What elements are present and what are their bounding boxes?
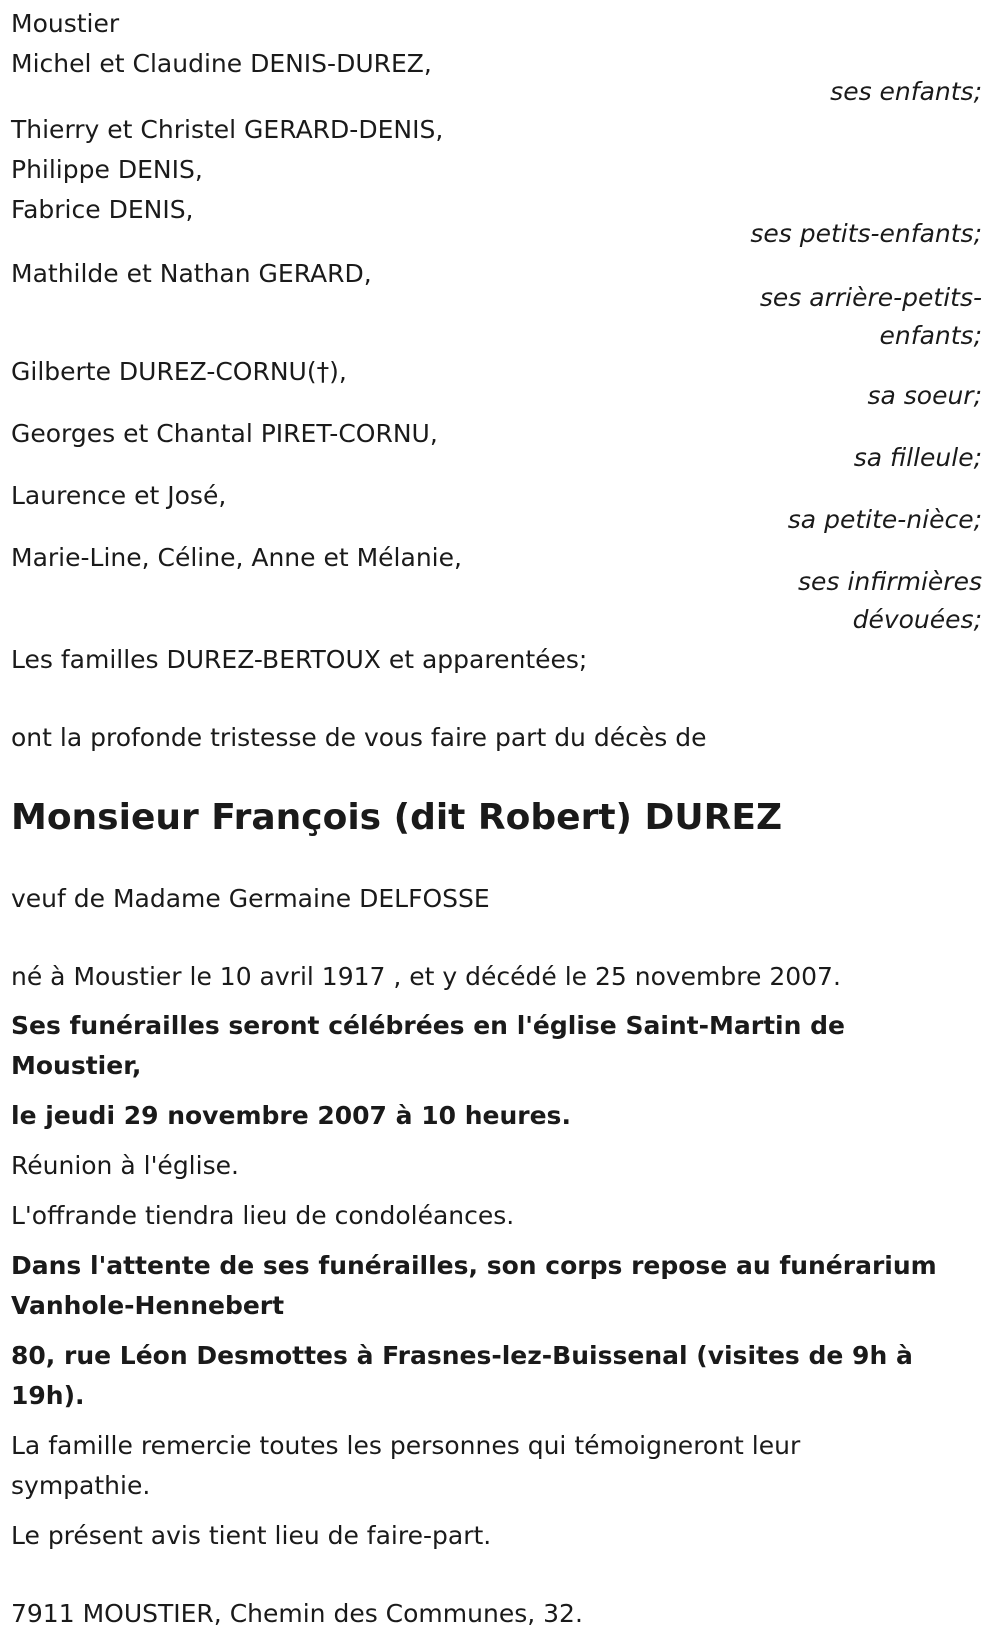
great-grandchild-name: Mathilde et Nathan GERARD, (11, 259, 372, 288)
grandchild-name: Thierry et Christel GERARD-DENIS, (11, 115, 444, 144)
funerarium-address: 80, rue Léon Desmottes à Frasnes-lez-Buissenal (visites de 9h à 19h). (11, 1341, 913, 1410)
deceased-name: Monsieur François (dit Robert) DUREZ (11, 797, 783, 838)
grandniece-role: sa petite-nièce; (787, 505, 982, 534)
families-line: Les familles DUREZ-BERTOUX et apparentées; (11, 645, 588, 674)
repose-line: Dans l'attente de ses funérailles, son corps repose au funérarium (11, 1251, 937, 1280)
grandniece-name: Laurence et José, (11, 481, 227, 510)
great-grandchildren-role-line: enfants; (879, 321, 982, 350)
children-role: ses enfants; (830, 77, 982, 106)
grandchild-name: Fabrice DENIS, (11, 195, 194, 224)
widower-of: veuf de Madame Germaine DELFOSSE (11, 884, 490, 913)
funeral-date-line: le jeudi 29 novembre 2007 à 10 heures. (11, 1101, 571, 1130)
grandchild-name: Philippe DENIS, (11, 155, 203, 184)
funerarium-name: Vanhole-Hennebert (11, 1291, 285, 1320)
sister-name: Gilberte DUREZ-CORNU(†), (11, 357, 347, 386)
goddaughter-role: sa filleule; (853, 443, 982, 472)
sister-role: sa soeur; (867, 381, 982, 410)
goddaughter-name: Georges et Chantal PIRET-CORNU, (11, 419, 438, 448)
great-grandchildren-role-line: ses arrière-petits- (759, 283, 982, 312)
grandchildren-role: ses petits-enfants; (750, 219, 982, 248)
birth-death-line: né à Moustier le 10 avril 1917 , et y décédé le 25 novembre 2007. (11, 962, 841, 991)
offering-line: L'offrande tiendra lieu de condoléances. (11, 1201, 515, 1230)
announcement-line: ont la profonde tristesse de vous faire part du décès de (11, 723, 707, 752)
children-name: Michel et Claudine DENIS-DUREZ, (11, 49, 432, 78)
nurses-name: Marie-Line, Céline, Anne et Mélanie, (11, 543, 462, 572)
thanks-line: La famille remercie toutes les personnes qui témoigneront leur (11, 1431, 801, 1460)
thanks-line: sympathie. (11, 1471, 151, 1500)
funeral-line: Ses funérailles seront célébrées en l'église Saint-Martin de Moustier, (11, 1011, 845, 1080)
address-line: 7911 MOUSTIER, Chemin des Communes, 32. (11, 1599, 583, 1628)
nurses-role-line: dévouées; (852, 605, 982, 634)
notice-line: Le présent avis tient lieu de faire-part. (11, 1521, 492, 1550)
place-header: Moustier (11, 9, 120, 38)
meeting-line: Réunion à l'église. (11, 1151, 239, 1180)
nurses-role-line: ses infirmières (798, 567, 982, 596)
